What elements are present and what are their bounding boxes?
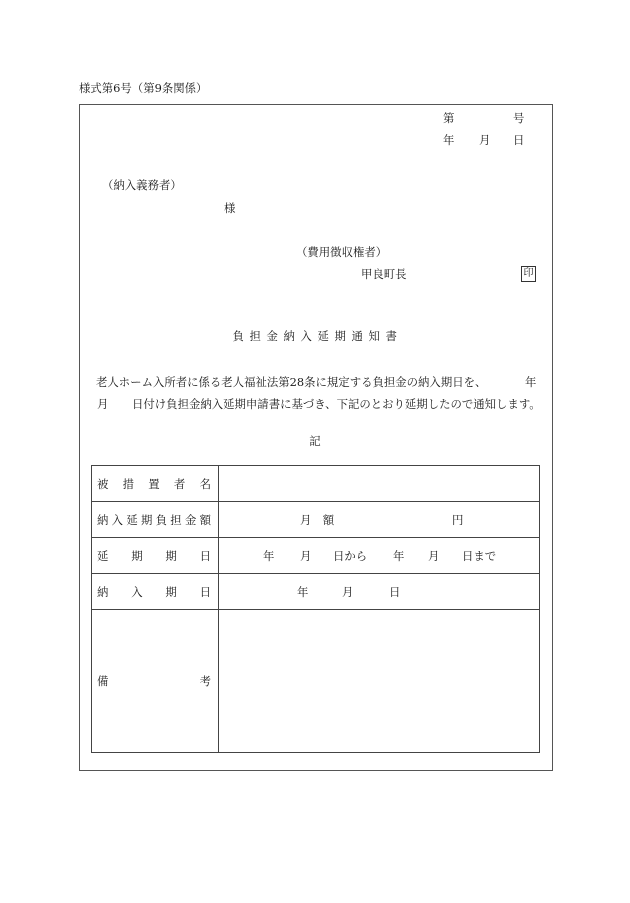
label-char: 措 bbox=[122, 476, 135, 491]
form-number: 様式第6号（第9条関係） bbox=[79, 81, 208, 95]
label-char: 考 bbox=[199, 674, 211, 688]
seal-mark: 印 bbox=[521, 266, 536, 282]
value-cell-extension-date bbox=[219, 538, 540, 574]
amount-monthly-label: 月 額 bbox=[300, 513, 335, 527]
label-cell-remarks bbox=[92, 610, 219, 753]
body-line-2-month: 月 bbox=[97, 397, 109, 411]
body-line-2: 日付け負担金納入延期申請書に基づき、下記のとおり延期したので通知します。 bbox=[132, 397, 541, 411]
extension-from-year: 年 bbox=[263, 549, 275, 563]
label-char: 名 bbox=[199, 476, 211, 491]
payment-year: 年 bbox=[297, 585, 309, 599]
document-title: 負担金納入延期通知書 bbox=[232, 329, 403, 343]
label-char: 期 bbox=[165, 548, 177, 563]
label-extension-date bbox=[97, 549, 211, 563]
body-line-1-year: 年 bbox=[525, 375, 537, 389]
label-char: 日 bbox=[199, 584, 211, 599]
label-payment-date bbox=[97, 585, 211, 599]
label-char: 入 bbox=[111, 512, 124, 527]
label-char: 日 bbox=[199, 548, 211, 563]
value-cell-payment-date bbox=[219, 574, 540, 610]
ki-heading: 記 bbox=[309, 434, 321, 448]
label-char: 置 bbox=[148, 476, 160, 491]
extension-from-month: 月 bbox=[300, 549, 312, 563]
value-cell-insured-person bbox=[219, 466, 540, 502]
extension-from-day: 日から bbox=[333, 549, 368, 563]
notice-table bbox=[91, 465, 540, 753]
label-char: 期 bbox=[131, 548, 143, 563]
recipient-honorific: 様 bbox=[224, 201, 236, 215]
label-char: 額 bbox=[199, 512, 211, 527]
label-char: 期 bbox=[140, 512, 153, 527]
label-char: 入 bbox=[131, 584, 143, 599]
label-char: 期 bbox=[165, 584, 177, 599]
amount-yen-unit: 円 bbox=[452, 513, 464, 527]
label-char: 担 bbox=[170, 512, 182, 527]
label-char: 納 bbox=[97, 584, 109, 599]
label-char: 被 bbox=[97, 476, 109, 491]
label-char: 者 bbox=[173, 476, 186, 491]
recipient-label: （納入義務者） bbox=[102, 178, 182, 192]
label-cell-payment-date bbox=[92, 574, 219, 610]
label-char: 延 bbox=[126, 512, 138, 527]
label-cell-insured-person bbox=[92, 466, 219, 502]
issuer-label: （費用徴収権者） bbox=[296, 245, 388, 259]
doc-number-suffix: 号 bbox=[513, 111, 525, 125]
doc-number-prefix: 第 bbox=[443, 111, 455, 125]
extension-to-month: 月 bbox=[428, 549, 440, 563]
label-cell-extension-date bbox=[92, 538, 219, 574]
date-month: 月 bbox=[479, 133, 491, 147]
date-year: 年 bbox=[443, 133, 455, 147]
value-cell-remarks bbox=[219, 610, 540, 753]
extension-to-year: 年 bbox=[393, 549, 405, 563]
date-day: 日 bbox=[513, 133, 525, 147]
label-remarks bbox=[97, 674, 211, 688]
label-char: 納 bbox=[97, 512, 109, 527]
value-cell-amount bbox=[219, 502, 540, 538]
payment-month: 月 bbox=[342, 585, 354, 599]
label-insured-person bbox=[97, 477, 211, 491]
label-char: 備 bbox=[97, 674, 109, 688]
issuer-name: 甲良町長 bbox=[361, 267, 407, 281]
payment-day: 日 bbox=[389, 585, 401, 599]
label-char: 負 bbox=[155, 512, 168, 527]
body-line-1: 老人ホーム入所者に係る老人福祉法第28条に規定する負担金の納入期日を、 bbox=[96, 375, 487, 389]
label-amount bbox=[97, 513, 211, 527]
label-cell-amount bbox=[92, 502, 219, 538]
label-char: 金 bbox=[184, 512, 197, 527]
extension-to-day: 日まで bbox=[462, 549, 497, 563]
label-char: 延 bbox=[97, 548, 109, 563]
